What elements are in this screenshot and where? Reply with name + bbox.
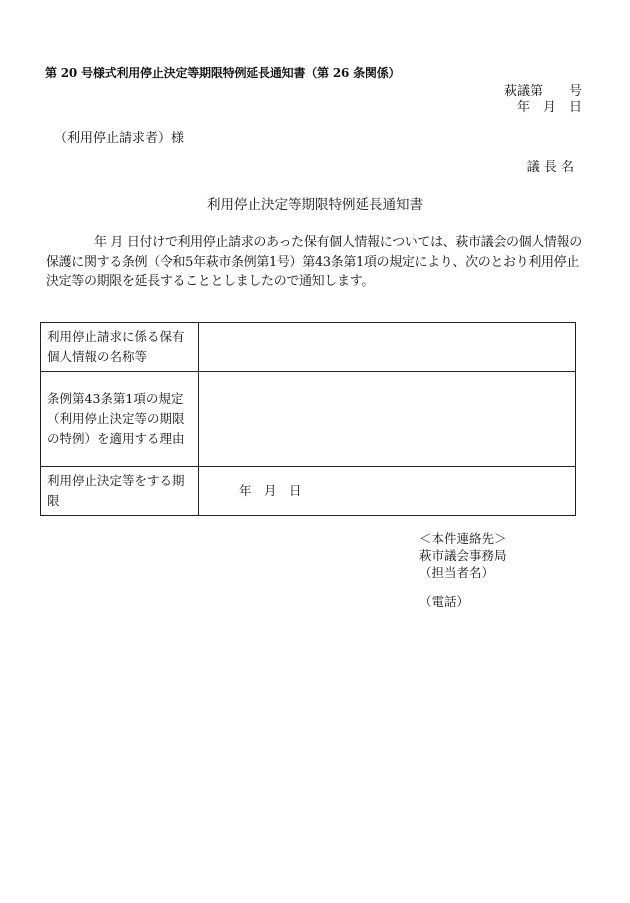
row-label-info-name: 利用停止請求に係る保有個人情報の名称等: [41, 323, 199, 372]
addressee: （利用停止請求者）様: [54, 131, 185, 146]
contact-person: （担当者名）: [419, 565, 495, 580]
row-label-reason: 条例第43条第1項の規定（利用停止決定等の期限の特例）を適用する理由: [41, 372, 199, 467]
document-title: 利用停止決定等期限特例延長通知書: [207, 197, 423, 213]
form-number: 第 20 号様式利用停止決定等期限特例延長通知書（第 26 条関係）: [45, 66, 401, 80]
row-label-deadline: 利用停止決定等をする期限: [41, 467, 199, 516]
contact-block: [419, 530, 507, 610]
document-number: 萩議第 号: [503, 84, 582, 99]
info-table: [40, 322, 576, 516]
document-date: 年 月 日: [516, 100, 582, 115]
contact-phone: （電話）: [419, 594, 470, 609]
contact-office: 萩市議会事務局: [419, 548, 507, 563]
notice-body: 年 月 日付けで利用停止請求のあった保有個人情報については、萩市議会の個人情報の保護に関する条例（令和5年萩市条例第1号）第43条第1項の規定により、次のとおり利用停止決定等の期限を延長することとしましたので通知します。: [46, 235, 582, 289]
row-value-deadline: [199, 467, 576, 516]
table-row: [41, 372, 576, 467]
deadline-date: 年 月 日: [239, 483, 302, 498]
row-value-reason: [199, 372, 576, 467]
contact-heading: ＜本件連絡先＞: [419, 531, 507, 546]
table-row: [41, 467, 576, 516]
row-value-info-name: [199, 323, 576, 372]
table-row: [41, 323, 576, 372]
sender-name: 議 長 名: [526, 160, 574, 175]
